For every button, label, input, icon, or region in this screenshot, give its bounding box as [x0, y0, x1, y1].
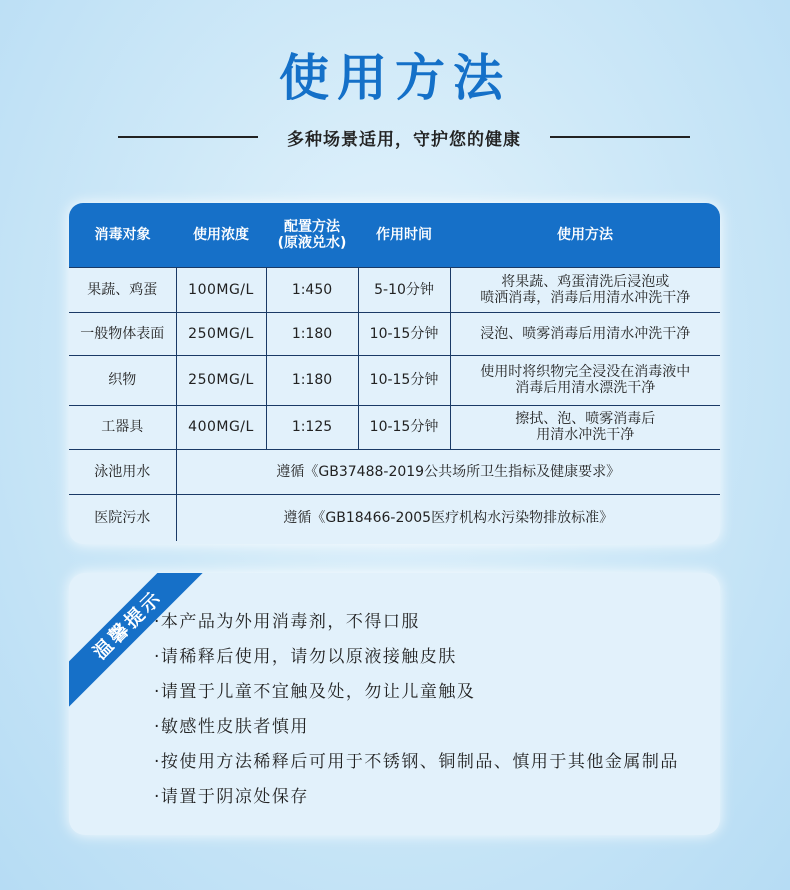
cell-concentration: 250MG/L — [176, 312, 266, 355]
cell-time: 10-15分钟 — [358, 405, 450, 449]
header-object: 消毒对象 — [69, 203, 176, 267]
cell-concentration: 100MG/L — [176, 267, 266, 312]
cell-object: 果蔬、鸡蛋 — [69, 267, 176, 312]
cell-object: 织物 — [69, 355, 176, 405]
cell-method-line1: 擦拭、泡、喷雾消毒后 — [515, 411, 656, 427]
cell-ratio: 1:125 — [266, 405, 358, 449]
subtitle: 多种场景适用，守护您的健康 — [287, 129, 521, 150]
cell-ratio: 1:180 — [266, 355, 358, 405]
tips-ribbon: 温馨提示 — [69, 573, 214, 711]
cell-concentration: 400MG/L — [176, 405, 266, 449]
usage-table-card — [69, 203, 720, 544]
cell-method-line2: 消毒后用清水漂洗干净 — [515, 380, 656, 396]
list-item: ·本产品为外用消毒剂，不得口服 — [154, 612, 420, 632]
cell-method: 浸泡、喷雾消毒后用清水冲洗干净 — [450, 312, 720, 355]
list-item: ·按使用方法稀释后可用于不锈钢、铜制品、慎用于其他金属制品 — [154, 752, 679, 772]
cell-standard: 遵循《GB37488-2019公共场所卫生指标及健康要求》 — [176, 449, 720, 494]
cell-object: 泳池用水 — [69, 449, 176, 494]
cell-method — [450, 267, 720, 312]
cell-ratio: 1:450 — [266, 267, 358, 312]
cell-time: 10-15分钟 — [358, 355, 450, 405]
page-title: 使用方法 — [279, 49, 511, 107]
list-item: ·请置于儿童不宜触及处，勿让儿童触及 — [154, 682, 476, 702]
cell-method-line2: 用清水冲洗干净 — [536, 427, 635, 443]
header-ratio — [266, 203, 358, 267]
cell-time: 5-10分钟 — [358, 267, 450, 312]
cell-object: 一般物体表面 — [69, 312, 176, 355]
header-ratio-line1: 配置方法 — [284, 218, 340, 235]
header-time: 作用时间 — [358, 203, 450, 267]
usage-table — [69, 203, 720, 541]
cell-concentration: 250MG/L — [176, 355, 266, 405]
cell-method-line1: 将果蔬、鸡蛋清洗后浸泡或 — [501, 273, 670, 290]
table-row — [69, 312, 720, 355]
list-item: ·请稀释后使用，请勿以原液接触皮肤 — [154, 647, 457, 667]
subtitle-row — [118, 124, 690, 150]
table-row — [69, 267, 720, 312]
table-row — [69, 494, 720, 541]
cell-time: 10-15分钟 — [358, 312, 450, 355]
list-item: ·请置于阴凉处保存 — [154, 787, 309, 807]
table-row — [69, 449, 720, 494]
header-method: 使用方法 — [450, 203, 720, 267]
cell-standard: 遵循《GB18466-2005医疗机构水污染物排放标准》 — [176, 494, 720, 541]
cell-method-line2: 喷洒消毒，消毒后用清水冲洗干净 — [480, 289, 691, 306]
list-item: ·敏感性皮肤者慎用 — [154, 717, 309, 737]
tips-card — [69, 573, 720, 835]
cell-method — [450, 355, 720, 405]
subtitle-left-divider — [118, 136, 258, 138]
cell-object: 医院污水 — [69, 494, 176, 541]
header-concentration: 使用浓度 — [176, 203, 266, 267]
cell-ratio: 1:180 — [266, 312, 358, 355]
cell-method — [450, 405, 720, 449]
table-row — [69, 405, 720, 449]
subtitle-right-divider — [550, 136, 690, 138]
cell-object: 工器具 — [69, 405, 176, 449]
table-header-row — [69, 203, 720, 267]
tips-list — [154, 605, 679, 815]
header-ratio-line2: (原液兑水) — [277, 234, 347, 251]
cell-method-line1: 使用时将织物完全浸没在消毒液中 — [480, 364, 691, 380]
table-row — [69, 355, 720, 405]
